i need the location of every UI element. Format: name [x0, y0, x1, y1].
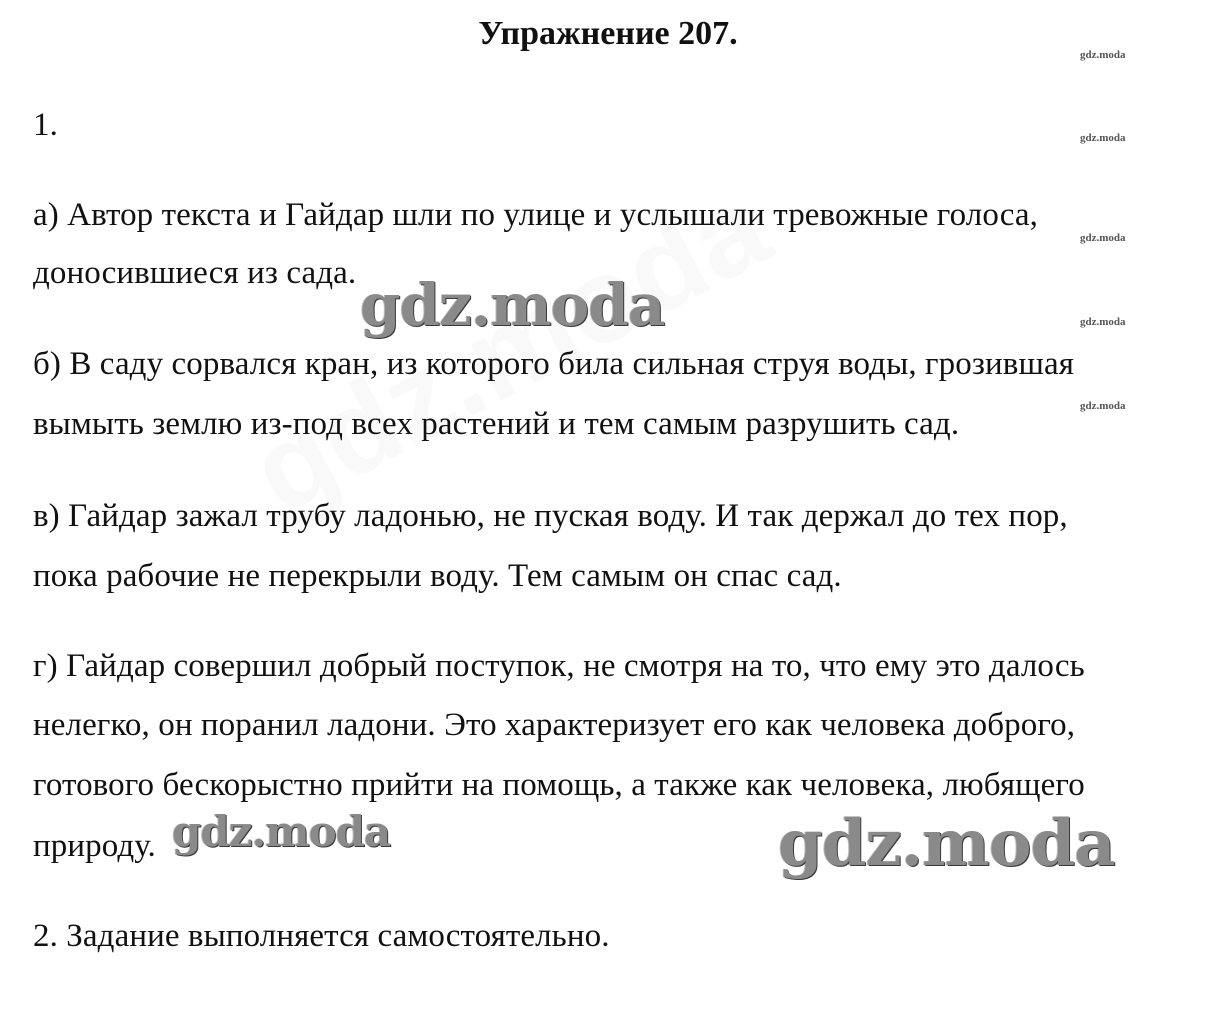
section-number: 1.: [33, 107, 58, 143]
watermark-small: gdz.moda: [1080, 132, 1126, 144]
item-a-line-1: а) Автор текста и Гайдар шли по улице и услышали тревожные голоса,: [33, 197, 1039, 233]
watermark-small: gdz.moda: [1080, 400, 1126, 412]
item-g-line-4: природу.: [33, 828, 156, 864]
watermark-small: gdz.moda: [1080, 49, 1126, 61]
watermark-small: gdz.moda: [1080, 232, 1126, 244]
item-v-line-2: пока рабочие не перекрыли воду. Тем самым он спас сад.: [33, 558, 842, 594]
watermark-large: gdz.moda: [778, 806, 1115, 881]
item-b-line-2: вымыть землю из-под всех растений и тем самым разрушить сад.: [33, 406, 960, 442]
task-2-text: 2. Задание выполняется самостоятельно.: [33, 918, 610, 954]
watermark-large: gdz.moda: [360, 271, 665, 339]
exercise-title: Упражнение 207.: [478, 15, 738, 52]
watermark-large: gdz.moda: [172, 807, 391, 856]
item-g-line-2: нелегко, он поранил ладони. Это характеризует его как человека доброго,: [33, 707, 1076, 743]
item-g-line-3: готового бескорыстно прийти на помощь, а также как человека, любящего: [33, 767, 1085, 803]
item-a-line-2: доносившиеся из сада.: [33, 255, 357, 291]
item-b-line-1: б) В саду сорвался кран, из которого била сильная струя воды, грозившая: [33, 346, 1074, 382]
watermark-small: gdz.moda: [1080, 316, 1126, 328]
item-g-line-1: г) Гайдар совершил добрый поступок, не смотря на то, что ему это далось: [33, 648, 1085, 684]
item-v-line-1: в) Гайдар зажал трубу ладонью, не пуская воду. И так держал до тех пор,: [33, 498, 1068, 534]
